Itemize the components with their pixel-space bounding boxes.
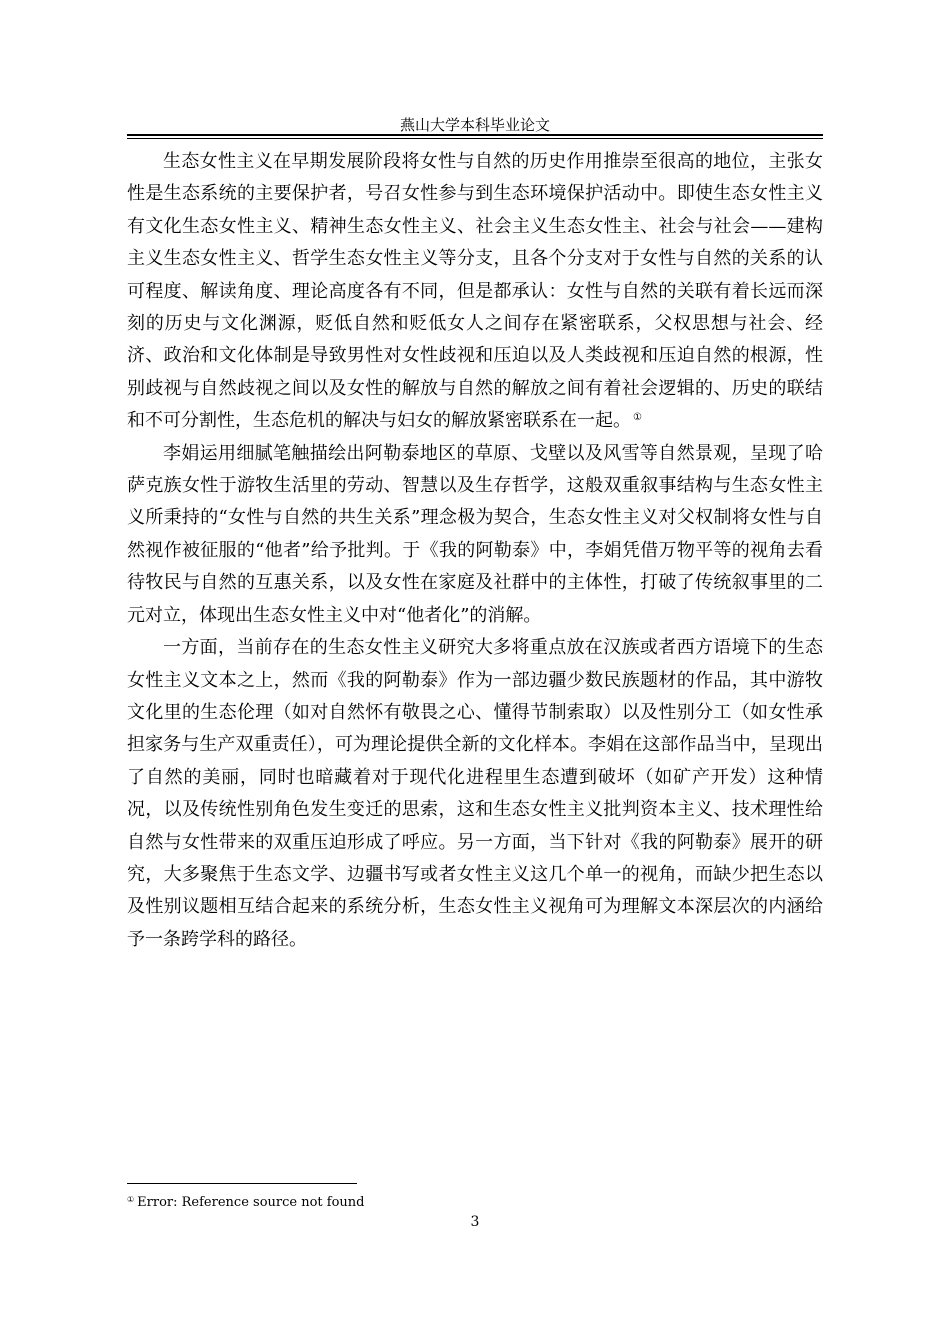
body-text (127, 146, 823, 956)
header-rule-thin (127, 138, 823, 139)
paragraph-2: 李娟运用细腻笔触描绘出阿勒泰地区的草原、戈壁以及风雪等自然景观，呈现了哈萨克族女性于游牧生活里的劳动、智慧以及生存哲学，这般双重叙事结构与生态女性主义所秉持的“女性与自然的共生关系”理念极为契合，生态女性主义对父权制将女性与自然视作被征服的“他者”给予批判。于《我的阿勒泰》中，李娟凭借万物平等的视角去看待牧民与自然的互惠关系，以及女性在家庭及社群中的主体性，打破了传统叙事里的二元对立，体现出生态女性主义中对“他者化”的消解。 (127, 442, 823, 626)
footnote-separator (127, 1183, 357, 1184)
header-double-rule (127, 134, 823, 139)
paragraph-3: 一方面，当前存在的生态女性主义研究大多将重点放在汉族或者西方语境下的生态女性主义文本之上，然而《我的阿勒泰》作为一部边疆少数民族题材的作品，其中游牧文化里的生态伦理（如对自然怀有敬畏之心、懂得节制索取）以及性别分工（如女性承担家务与生产双重责任），可为理论提供全新的文化样本。李娟在这部作品当中，呈现出了自然的美丽，同时也暗藏着对于现代化进程里生态遭到破坏（如矿产开发）这种情况，以及传统性别角色发生变迁的思索，这和生态女性主义批判资本主义、技术理性给自然与女性带来的双重压迫形成了呼应。另一方面，当下针对《我的阿勒泰》展开的研究，大多聚焦于生态文学、边疆书写或者女性主义这几个单一的视角，而缺少把生态以及性别议题相互结合起来的系统分析，生态女性主义视角可为理解文本深层次的内涵给予一条跨学科的路径。 (127, 637, 823, 950)
paragraph-1 (127, 146, 823, 438)
page-number: 3 (470, 1214, 480, 1230)
footnote (127, 1192, 364, 1211)
paragraph-1-text: 生态女性主义在早期发展阶段将女性与自然的历史作用推崇至很高的地位，主张女性是生态系统的主要保护者，号召女性参与到生态环境保护活动中。即使生态女性主义有文化生态女性主义、精神生态女性主义、社会主义生态女性主、社会与社会——建构主义生态女性主义、哲学生态女性主义等分支，且各个分支对于女性与自然的关系的认可程度、解读角度、理论高度各有不同，但是都承认：女性与自然的关联有着长远而深刻的历史与文化渊源，贬低自然和贬低女人之间存在紧密联系，父权思想与社会、经济、政治和文化体制是导致男性对女性歧视和压迫以及人类歧视和压迫自然的根源，性别歧视与自然歧视之间以及女性的解放与自然的解放之间有着社会逻辑的、历史的联结和不可分割性，生态危机的解决与妇女的解放紧密联系在一起。 (127, 151, 823, 432)
footnote-mark: ① (127, 1195, 135, 1204)
header-rule-thick (127, 134, 823, 136)
running-header: 燕山大学本科毕业论文 (399, 116, 550, 134)
footnote-text: Error: Reference source not found (137, 1195, 365, 1210)
footnote-reference-mark[interactable]: ① (633, 412, 642, 424)
